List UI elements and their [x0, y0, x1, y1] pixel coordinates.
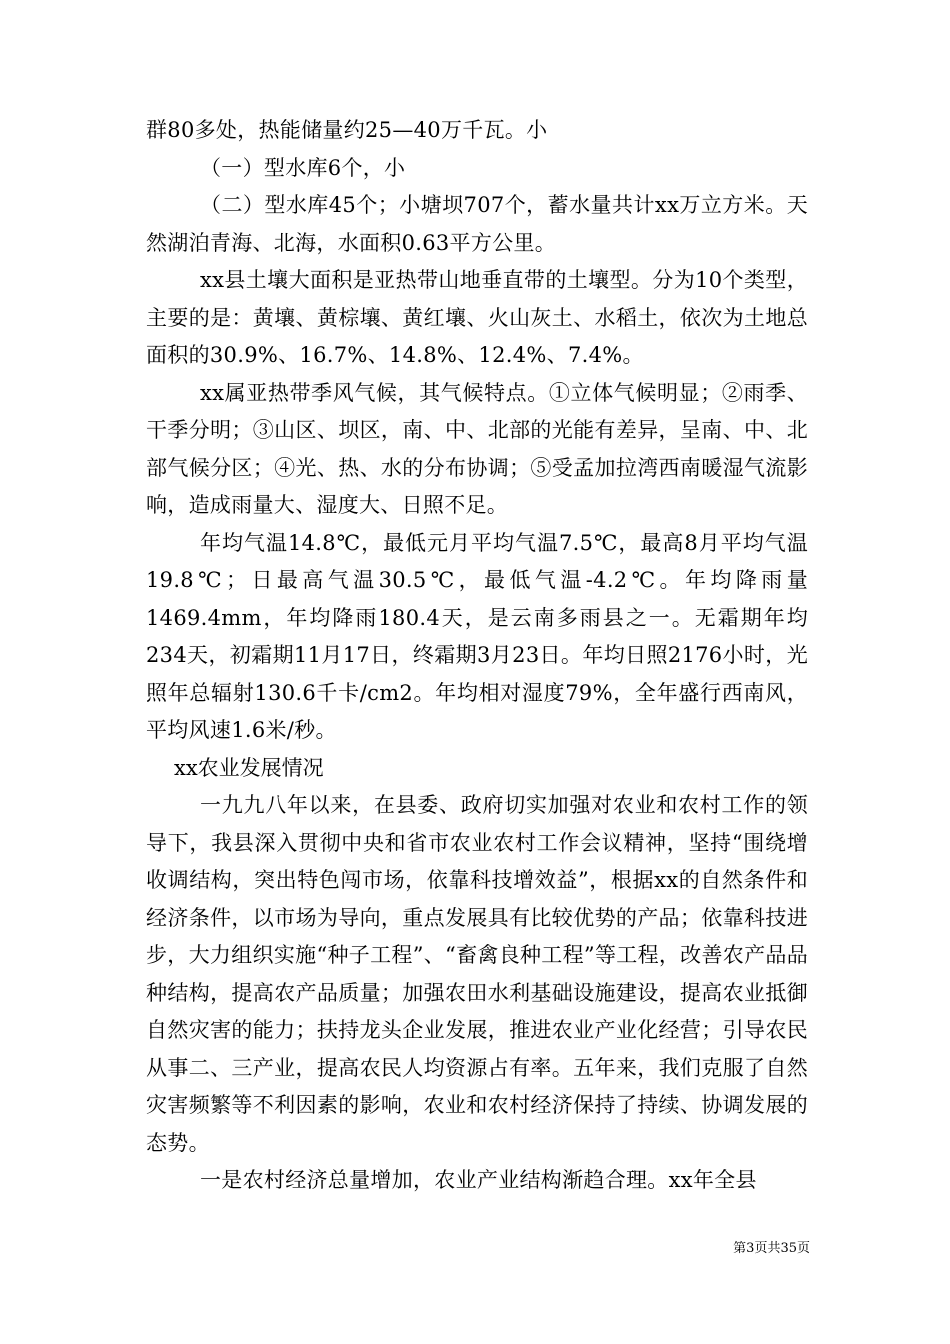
paragraph-temperature: 年均气温14.8℃，最低元月平均气温7.5℃，最高8月平均气温19.8℃；日最高气温30.5℃，最低气温-4.2℃。年均降雨量1469.4mm，年均降雨180.4天，是云南多雨县之一。无霜期年均234天，初霜期11月17日，终霜期3月23日。年均日照2176小时，光照年总辐射130.6千卡/cm2。年均相对湿度79%，全年盛行西南风，平均风速1.6米/秒。 [146, 530, 808, 742]
paragraph-reservoir-type-2: （二）型水库45个；小塘坝707个，蓄水量共计xx万立方米。天然湖泊青海、北海，水面积0.63平方公里。 [146, 193, 808, 255]
paragraph-soil: xx县土壤大面积是亚热带山地垂直带的土壤型。分为10个类型，主要的是：黄壤、黄棕壤、黄红壤、火山灰土、水稻土，依次为土地总面积的30.9%、16.7%、14.8%、12.4%、7.4%。 [146, 268, 808, 367]
paragraph-agriculture-development: 一九九八年以来，在县委、政府切实加强对农业和农村工作的领导下，我县深入贯彻中央和省市农业农村工作会议精神，坚持“围绕增收调结构，突出特色闯市场，依靠科技增效益”，根据xx的自然条件和经济条件，以市场为导向，重点发展具有比较优势的产品；依靠科技进步，大力组织实施“种子工程”、“畜禽良种工程”等工程，改善农产品品种结构，提高农产品质量；加强农田水利基础设施建设，提高农业抵御自然灾害的能力；扶持龙头企业发展，推进农业产业化经营；引导农民从事二、三产业，提高农民人均资源占有率。五年来，我们克服了自然灾害频繁等不利因素的影响，农业和农村经济保持了持续、协调发展的态势。 [146, 793, 808, 1155]
paragraph-reservoir-type-1: （一）型水库6个，小 [200, 155, 406, 180]
paragraph-geothermal: 群80多处，热能储量约25—40万千瓦。小 [146, 118, 548, 142]
page-number-footer: 第3页共35页 [733, 1241, 810, 1256]
document-body [146, 112, 808, 1200]
section-heading-agriculture: xx农业发展情况 [174, 755, 324, 780]
paragraph-climate: xx属亚热带季风气候，其气候特点。①立体气候明显；②雨季、干季分明；③山区、坝区，南、中、北部的光能有差异，呈南、中、北部气候分区；④光、热、水的分布协调；⑤受孟加拉湾西南暖湿气流影响，造成雨量大、湿度大、日照不足。 [146, 380, 808, 517]
paragraph-rural-economy: 一是农村经济总量增加，农业产业结构渐趋合理。xx年全县 [200, 1168, 757, 1192]
